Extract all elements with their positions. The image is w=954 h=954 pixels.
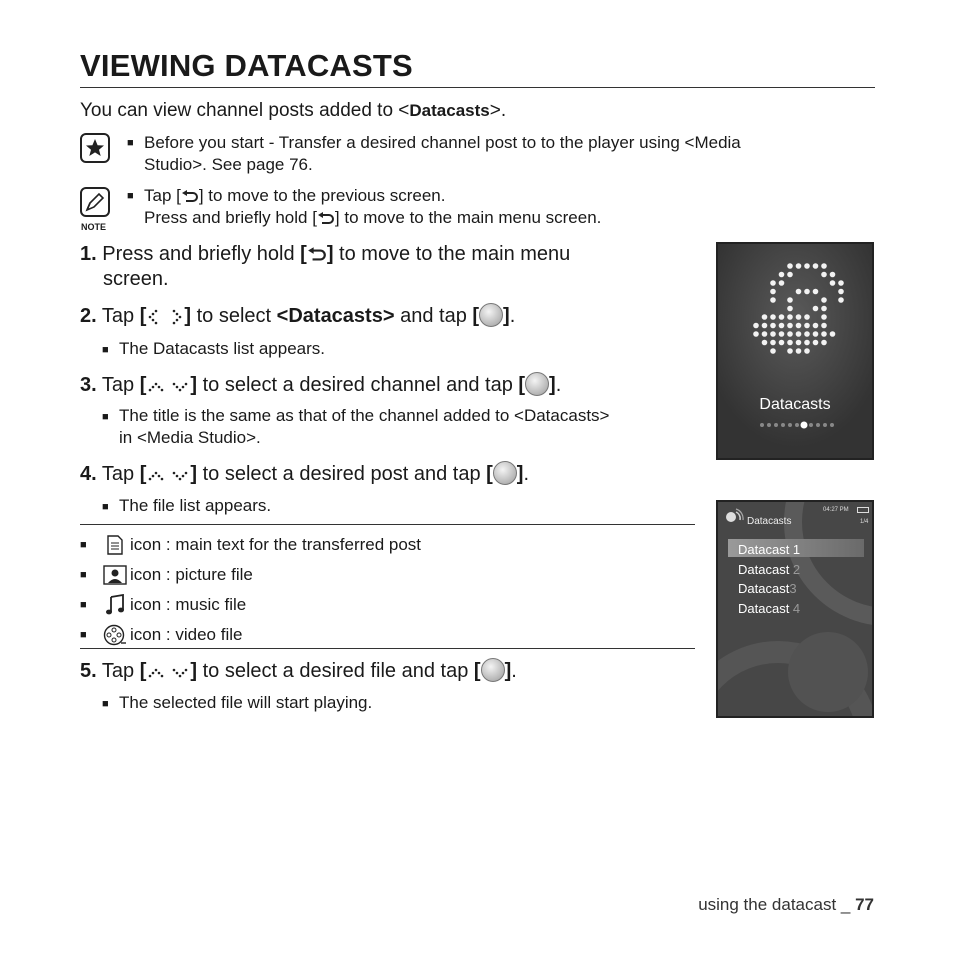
- graphic-dot: [821, 297, 827, 303]
- bullet-icon: ■: [102, 344, 109, 356]
- clock: 04:27 PM: [823, 507, 849, 513]
- graphic-dot: [821, 331, 827, 337]
- step-2-note: ■ The Datacasts list appears.: [119, 338, 325, 360]
- graphic-dot: [796, 314, 802, 320]
- bullet-icon: ■: [102, 411, 109, 423]
- select-button-icon: [479, 303, 503, 327]
- title-divider: [80, 87, 875, 88]
- graphic-dot: [838, 297, 844, 303]
- graphic-dot: [787, 297, 793, 303]
- graphic-dot: [770, 348, 776, 354]
- bullet-icon: ■: [127, 137, 134, 149]
- graphic-dot: [796, 289, 802, 295]
- star-icon: [80, 133, 110, 163]
- step-4: 4. Tap [ ] to select a desired post and tap [ ].: [80, 462, 720, 487]
- up-down-arrows-icon: [146, 663, 190, 681]
- video-reel-icon: [100, 624, 130, 646]
- left-right-arrows-icon: [146, 308, 184, 326]
- bullet-icon: ■: [102, 698, 109, 710]
- graphic-dot: [821, 323, 827, 329]
- graphic-dot: [753, 331, 759, 337]
- device-screen-main-menu: [716, 242, 874, 460]
- bullet-icon: ■: [80, 569, 87, 581]
- graphic-dot: [804, 289, 810, 295]
- graphic-dot: [804, 263, 810, 269]
- step-5-note: ■ The selected file will start playing.: [119, 692, 372, 714]
- graphic-dot: [787, 306, 793, 312]
- graphic-dot: [770, 297, 776, 303]
- step-2: 2. Tap [ ] to select <Datacasts> and tap [ ].: [80, 304, 700, 329]
- graphic-dot: [770, 314, 776, 320]
- graphic-dot: [796, 263, 802, 269]
- graphic-dot: [830, 272, 836, 278]
- back-icon: [317, 212, 335, 226]
- graphic-dot: [787, 340, 793, 346]
- graphic-dot: [813, 306, 819, 312]
- step-1: 1. Press and briefly hold [ ] to move to the main menu screen.: [80, 243, 571, 290]
- list-item[interactable]: Datacast 4: [738, 600, 801, 616]
- graphic-dot: [787, 331, 793, 337]
- page-indicator-dots: [758, 420, 834, 430]
- datacast-list: [738, 540, 800, 618]
- graphic-dot: [779, 280, 785, 286]
- header-title: Datacasts: [747, 516, 792, 527]
- graphic-dot: [796, 323, 802, 329]
- step-3: 3. Tap [ ] to select a desired channel and tap [ ].: [80, 373, 720, 398]
- step-5: 5. Tap [ ] to select a desired file and tap [ ].: [80, 659, 720, 684]
- graphic-dot: [821, 272, 827, 278]
- list-item[interactable]: Datacast 2: [738, 561, 801, 577]
- graphic-dot: [787, 263, 793, 269]
- graphic-dot: [796, 340, 802, 346]
- graphic-dot: [770, 331, 776, 337]
- graphic-dot: [821, 263, 827, 269]
- page-counter: 1/4: [860, 519, 869, 525]
- icon-list-top-rule: [80, 524, 695, 525]
- graphic-dot: [770, 280, 776, 286]
- menu-label: Datacasts: [759, 396, 831, 413]
- graphic-dot: [787, 348, 793, 354]
- list-item: ■ icon : video file: [80, 625, 243, 644]
- graphic-dot: [762, 323, 768, 329]
- page-footer: using the datacast _ 77: [698, 895, 874, 914]
- bullet-icon: ■: [102, 501, 109, 513]
- device-screen-datacast-list: [716, 500, 874, 718]
- graphic-dot: [804, 323, 810, 329]
- list-item[interactable]: Datacast 1: [738, 542, 801, 557]
- graphic-dot: [830, 280, 836, 286]
- graphic-dot: [770, 340, 776, 346]
- graphic-dot: [813, 263, 819, 269]
- step-3-note: ■ The title is the same as that of the channel added to <Datacasts> in <Media Studio>.: [102, 406, 610, 447]
- graphic-dot: [770, 323, 776, 329]
- note-before-you-start: ■ Before you start - Transfer a desired channel post to to the player using <Media Studio>. See page 76.: [127, 133, 741, 174]
- list-item[interactable]: Datacast3: [738, 581, 797, 596]
- list-item: ■ icon : picture file: [80, 565, 253, 584]
- step-4-note: ■ The file list appears.: [119, 495, 271, 517]
- graphic-dot: [779, 323, 785, 329]
- icon-list: [80, 530, 695, 650]
- graphic-dot: [779, 331, 785, 337]
- select-button-icon: [481, 658, 505, 682]
- graphic-dot: [779, 314, 785, 320]
- graphic-dot: [779, 272, 785, 278]
- graphic-dot: [830, 331, 836, 337]
- icon-list-bottom-rule: [80, 648, 695, 649]
- graphic-dot: [804, 331, 810, 337]
- graphic-dot: [796, 348, 802, 354]
- up-down-arrows-icon: [146, 377, 190, 395]
- graphic-dot: [762, 314, 768, 320]
- text-document-icon: [100, 535, 130, 555]
- graphic-dot: [821, 314, 827, 320]
- graphic-dot: [804, 348, 810, 354]
- note-back-key: ■ Tap [ ] to move to the previous screen. Press and briefly hold [ ] to move to the main menu screen.: [127, 186, 602, 227]
- bullet-icon: ■: [80, 599, 87, 611]
- graphic-dot: [838, 289, 844, 295]
- back-icon: [181, 190, 199, 204]
- graphic-dot: [762, 340, 768, 346]
- graphic-dot: [821, 340, 827, 346]
- battery-icon: [857, 507, 869, 513]
- graphic-dot: [796, 331, 802, 337]
- graphic-dot: [770, 289, 776, 295]
- select-button-icon: [525, 372, 549, 396]
- graphic-dot: [838, 280, 844, 286]
- graphic-dot: [787, 272, 793, 278]
- graphic-dot: [821, 306, 827, 312]
- music-note-icon: [100, 594, 130, 616]
- list-item: ■ icon : music file: [80, 595, 247, 614]
- graphic-dot: [813, 289, 819, 295]
- bullet-icon: ■: [127, 190, 134, 202]
- graphic-dot: [753, 323, 759, 329]
- intro-text: You can view channel posts added to <Datacasts>.: [80, 100, 507, 121]
- select-button-icon: [493, 461, 517, 485]
- graphic-dot: [813, 340, 819, 346]
- bullet-icon: ■: [80, 629, 87, 641]
- graphic-dot: [762, 331, 768, 337]
- note-label: NOTE: [81, 222, 107, 232]
- graphic-dot: [813, 331, 819, 337]
- page-title: VIEWING DATACASTS: [80, 48, 413, 83]
- bullet-icon: ■: [80, 539, 87, 551]
- graphic-dot: [804, 314, 810, 320]
- list-item: ■ icon : main text for the transferred post: [80, 535, 422, 554]
- graphic-dot: [779, 340, 785, 346]
- up-down-arrows-icon: [146, 466, 190, 484]
- pencil-note-icon: [80, 187, 110, 217]
- graphic-dot: [787, 323, 793, 329]
- back-icon: [307, 247, 327, 263]
- datacast-icon: [724, 508, 744, 529]
- picture-file-icon: [100, 565, 130, 585]
- graphic-dot: [804, 340, 810, 346]
- graphic-dot: [787, 314, 793, 320]
- graphic-dot: [813, 323, 819, 329]
